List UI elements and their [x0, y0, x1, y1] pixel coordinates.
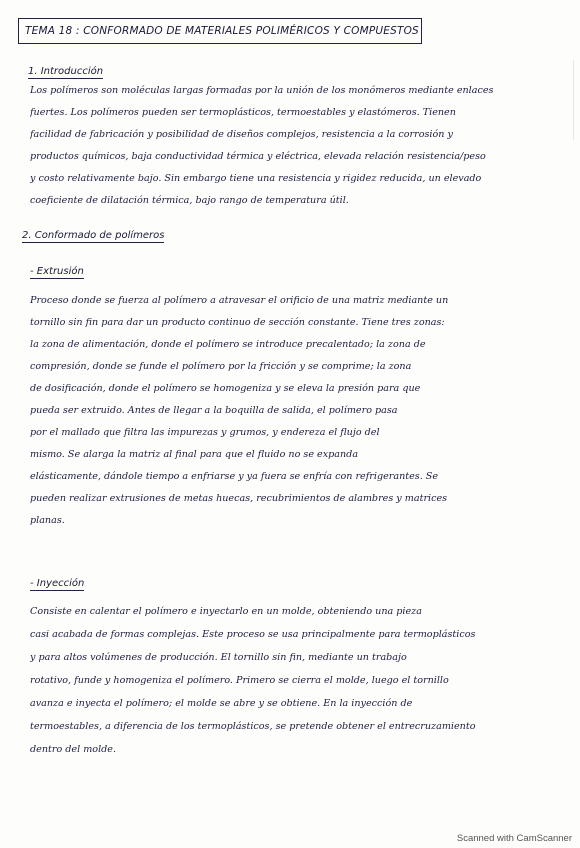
subsection-heading-label: - Inyección — [30, 578, 85, 589]
text-line: elásticamente, dándole tiempo a enfriarse y ya fuera se enfría con refrigerantes. Se — [30, 471, 439, 482]
text-line: pueden realizar extrusiones de metas huecas, recubrimientos de alambres y matrices — [30, 493, 448, 504]
text-line: fuertes. Los polímeros pueden ser termoplásticos, termoestables y elastómeros. Tienen — [30, 107, 456, 118]
section-heading-introduccion — [28, 66, 103, 79]
text-line: avanza e inyecta el polímero; el molde se abre y se obtiene. En la inyección de — [30, 698, 413, 709]
text-line: planas. — [30, 515, 65, 526]
text-line: rotativo, funde y homogeniza el polímero. Primero se cierra el molde, luego el tornillo — [30, 675, 449, 686]
text-line: facilidad de fabricación y posibilidad de diseños complejos, resistencia a la corrosión y — [30, 129, 453, 140]
paragraph-extrusion — [30, 290, 542, 532]
section-heading-label: 2. Conformado de polímeros — [22, 230, 165, 241]
text-line: de dosificación, donde el polímero se homogeniza y se eleva la presión para que — [30, 383, 421, 394]
text-line: casi acabada de formas complejas. Este proceso se usa principalmente para termoplásticos — [30, 629, 476, 640]
text-line: por el mallado que filtra las impurezas y grumos, y endereza el flujo del — [30, 427, 380, 438]
scanner-watermark: Scanned with CamScanner — [456, 833, 572, 844]
section-heading-conformado — [22, 230, 164, 243]
text-line: termoestables, a diferencia de los termoplásticos, se pretende obtener el entrecruzamiento — [30, 721, 476, 732]
paragraph-introduccion — [30, 80, 542, 212]
text-line: dentro del molde. — [30, 744, 117, 755]
section-heading-label: 1. Introducción — [28, 66, 104, 77]
page-edge-shadow — [567, 60, 574, 140]
text-line: y para altos volúmenes de producción. El tornillo sin fin, mediante un trabajo — [30, 652, 407, 663]
page-title: TEMA 18 : CONFORMADO DE MATERIALES POLIMÉRICOS Y COMPUESTOS — [18, 18, 422, 44]
text-line: tornillo sin fin para dar un producto continuo de sección constante. Tiene tres zonas: — [30, 317, 445, 328]
text-line: compresión, donde se funde el polímero por la fricción y se comprime; la zona — [30, 361, 412, 372]
text-line: Los polímeros son moléculas largas formadas por la unión de los monómeros mediante enlaces — [30, 85, 494, 96]
text-line: pueda ser extruido. Antes de llegar a la boquilla de salida, el polímero pasa — [30, 405, 398, 416]
paragraph-inyeccion — [30, 600, 542, 761]
text-line: productos químicos, baja conductividad térmica y eléctrica, elevada relación resistencia/peso — [30, 151, 486, 162]
subsection-heading-extrusion — [30, 266, 84, 279]
text-line: la zona de alimentación, donde el polímero se introduce precalentado; la zona de — [30, 339, 426, 350]
text-line: mismo. Se alarga la matriz al final para que el fluido no se expanda — [30, 449, 359, 460]
text-line: Consiste en calentar el polímero e inyectarlo en un molde, obteniendo una pieza — [30, 606, 422, 617]
text-line: coeficiente de dilatación térmica, bajo rango de temperatura útil. — [30, 195, 349, 206]
text-line: y costo relativamente bajo. Sin embargo tiene una resistencia y rigidez reducida, un elevado — [30, 173, 482, 184]
subsection-heading-label: - Extrusión — [30, 266, 84, 277]
text-line: Proceso donde se fuerza al polímero a atravesar el orificio de una matriz mediante un — [30, 295, 449, 306]
subsection-heading-inyeccion — [30, 578, 84, 591]
